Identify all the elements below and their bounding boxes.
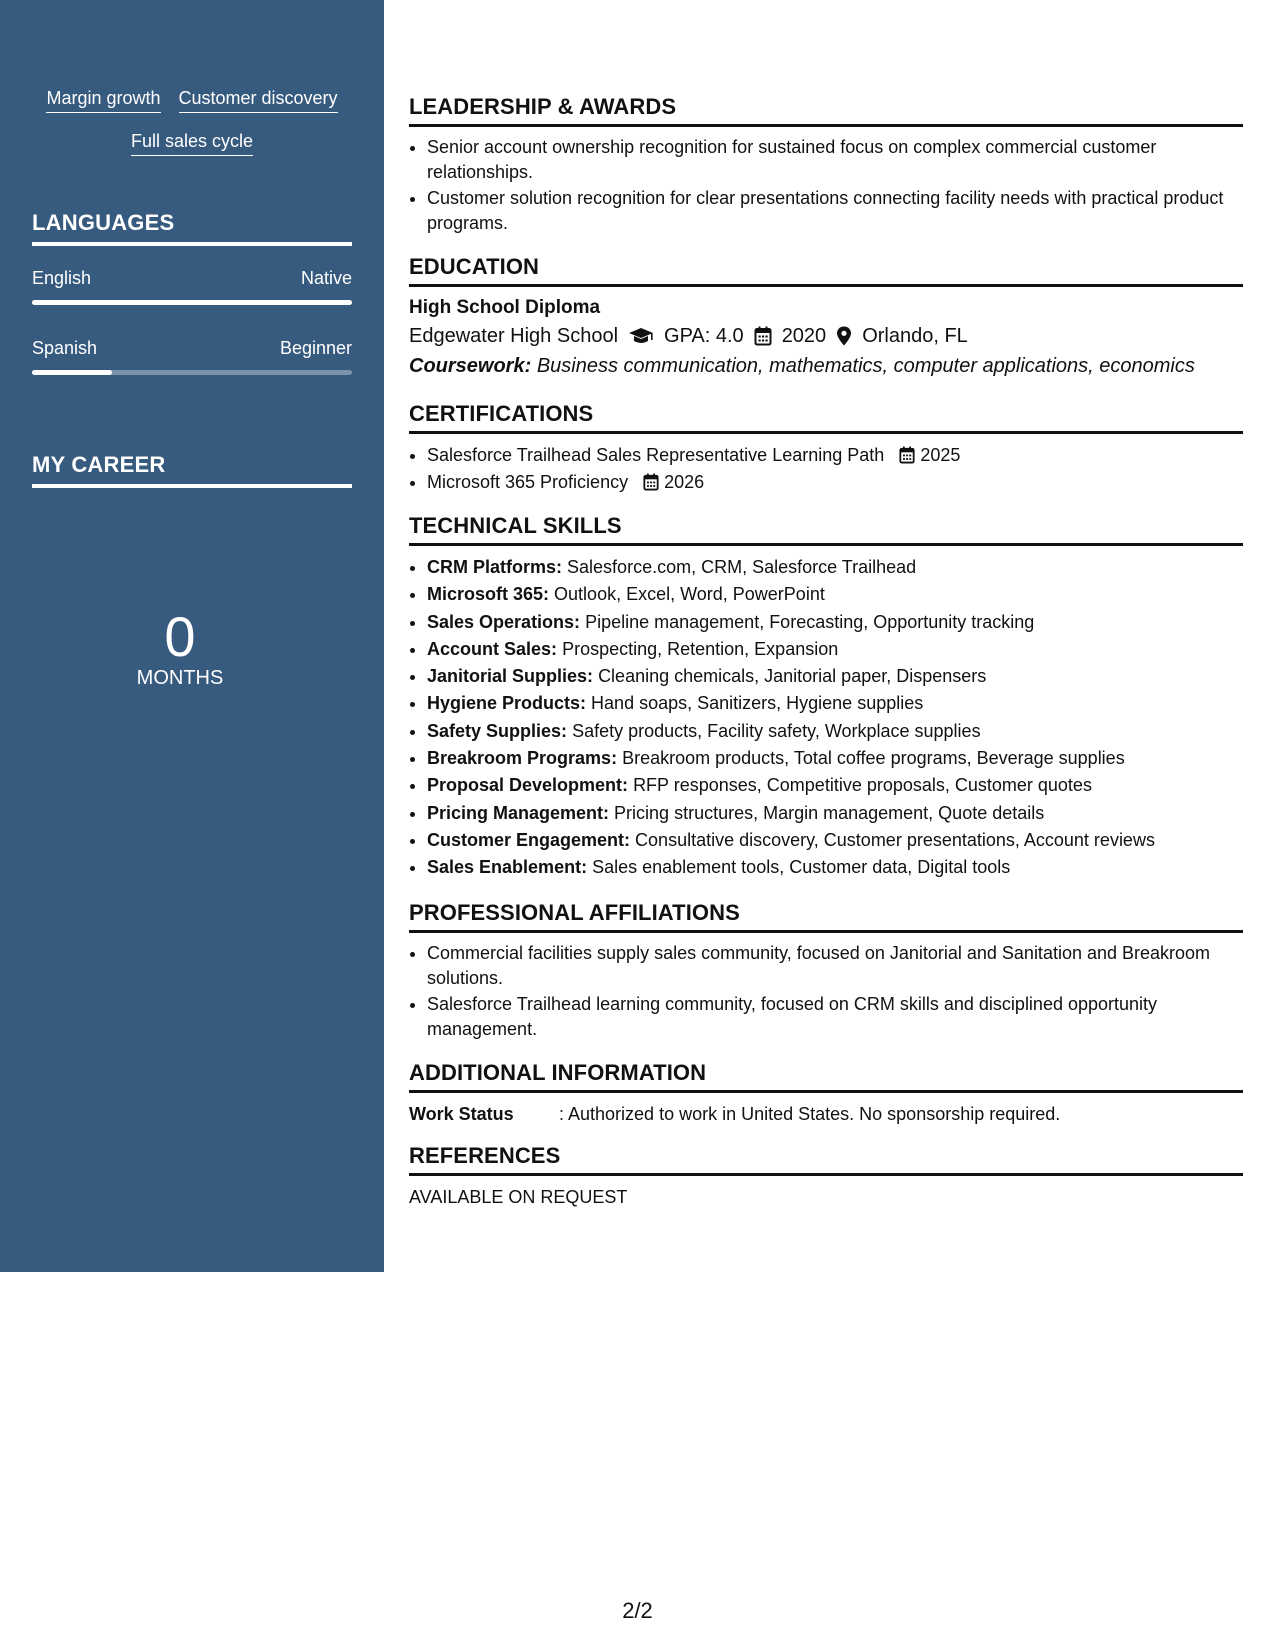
- additional-info-heading: ADDITIONAL INFORMATION: [409, 1060, 1243, 1093]
- leadership-heading: LEADERSHIP & AWARDS: [409, 94, 1243, 127]
- skill-category: Breakroom Programs:: [427, 748, 618, 769]
- list-item: • Customer solution recognition for clear presentations connecting facility needs with practical product programs.: [427, 186, 1243, 236]
- skill-item: [427, 554, 1243, 581]
- skill-category: CRM Platforms:: [427, 557, 563, 577]
- work-status-row: [409, 1101, 1243, 1127]
- list-item: • Salesforce Trailhead learning community, focused on CRM skills and disciplined opportunity management.: [427, 992, 1243, 1042]
- skill-values: Outlook, Excel, Word, PowerPoint: [554, 584, 825, 605]
- skill-item: [427, 581, 1243, 608]
- graduation-cap-icon: [628, 327, 654, 345]
- skill-item: [427, 827, 1243, 854]
- skill-values: Pricing structures, Margin management, Quote details: [614, 802, 1045, 823]
- certification-name: Salesforce Trailhead Sales Representative Learning Path: [427, 445, 885, 465]
- certification-year: 2025: [920, 445, 961, 465]
- calendar-icon: [643, 473, 659, 491]
- skill-tag: Customer discovery: [179, 86, 338, 113]
- skill-item: [427, 800, 1243, 827]
- school-location: Orlando, FL: [862, 325, 968, 347]
- sidebar: [0, 0, 384, 1272]
- work-status-value: : Authorized to work in United States. No sponsorship required.: [559, 1103, 1061, 1124]
- location-pin-icon: [836, 326, 852, 346]
- skill-item: [427, 663, 1243, 690]
- main-content: [409, 94, 1243, 1210]
- skill-values: Prospecting, Retention, Expansion: [562, 638, 839, 659]
- school-name: Edgewater High School: [409, 325, 619, 347]
- graduation-year: 2020: [781, 325, 827, 347]
- skill-values: RFP responses, Competitive proposals, Customer quotes: [633, 775, 1092, 796]
- career-months-value: 0: [164, 605, 196, 668]
- language-row: [32, 268, 352, 289]
- list-item: • Commercial facilities supply sales community, focused on Janitorial and Sanitation and Breakroom solutions.: [427, 941, 1243, 991]
- skill-category: Account Sales:: [427, 638, 558, 659]
- coursework-label: Coursework:: [409, 355, 532, 377]
- education-heading: EDUCATION: [409, 254, 1243, 287]
- skill-tag: Margin growth: [46, 86, 160, 113]
- list-item: • Senior account ownership recognition for sustained focus on complex commercial customer relationships.: [427, 135, 1243, 185]
- skill-category: Sales Operations:: [427, 611, 581, 632]
- language-name: English: [32, 268, 92, 288]
- skill-category: Proposal Development:: [427, 775, 629, 796]
- skill-item: [427, 772, 1243, 799]
- career-months-unit: MONTHS: [136, 667, 224, 689]
- affiliations-list: [409, 941, 1243, 1042]
- language-level-bar: [32, 370, 352, 375]
- certification-item: [427, 469, 1243, 495]
- education-details: [409, 321, 1243, 351]
- references-heading: REFERENCES: [409, 1143, 1243, 1176]
- page-number: 2/2: [622, 1598, 653, 1623]
- language-level-fill: [32, 370, 112, 375]
- technical-skills-heading: TECHNICAL SKILLS: [409, 513, 1243, 546]
- certification-name: Microsoft 365 Proficiency: [427, 472, 629, 492]
- languages-heading: LANGUAGES: [32, 210, 352, 246]
- calendar-icon: [754, 326, 772, 346]
- skill-category: Sales Enablement:: [427, 857, 588, 878]
- certification-item: [427, 442, 1243, 468]
- skill-values: Cleaning chemicals, Janitorial paper, Dispensers: [598, 666, 987, 687]
- skill-item: [427, 745, 1243, 772]
- skill-values: Salesforce.com, CRM, Salesforce Trailhead: [567, 557, 917, 577]
- skill-item: [427, 718, 1243, 745]
- leadership-list: [409, 135, 1243, 236]
- affiliations-heading: PROFESSIONAL AFFILIATIONS: [409, 900, 1243, 933]
- skill-category: Microsoft 365:: [427, 584, 550, 605]
- language-level: Beginner: [279, 338, 352, 358]
- skill-category: Safety Supplies:: [427, 720, 568, 741]
- skill-values: Pipeline management, Forecasting, Opportunity tracking: [585, 611, 1035, 632]
- skill-values: Hand soaps, Sanitizers, Hygiene supplies: [591, 693, 924, 714]
- language-level: Native: [300, 268, 352, 288]
- work-status-label: Work Status: [409, 1103, 514, 1124]
- skill-item: [427, 854, 1243, 881]
- skill-values: Sales enablement tools, Customer data, Digital tools: [592, 857, 1011, 878]
- skill-category: Janitorial Supplies:: [427, 666, 594, 687]
- language-level-fill: [32, 300, 352, 305]
- skill-values: Consultative discovery, Customer presentations, Account reviews: [635, 829, 1155, 850]
- language-name: Spanish: [32, 338, 98, 358]
- skill-category: Hygiene Products:: [427, 693, 587, 714]
- skill-tags: [0, 86, 384, 172]
- skill-item: [427, 609, 1243, 636]
- skill-category: Customer Engagement:: [427, 829, 631, 850]
- coursework: [409, 351, 1243, 381]
- technical-skills-list: [409, 554, 1243, 882]
- certifications-list: [409, 442, 1243, 495]
- skill-category: Pricing Management:: [427, 802, 610, 823]
- calendar-icon: [899, 446, 915, 464]
- skill-item: [427, 636, 1243, 663]
- coursework-text: Business communication, mathematics, computer applications, economics: [536, 355, 1195, 377]
- certification-year: 2026: [664, 472, 705, 492]
- degree-title: High School Diploma: [409, 297, 601, 318]
- skill-item: [427, 690, 1243, 717]
- language-row: [32, 338, 352, 359]
- skill-tag: Full sales cycle: [131, 129, 253, 156]
- skill-values: Breakroom products, Total coffee programs, Beverage supplies: [622, 748, 1125, 769]
- language-level-bar: [32, 300, 352, 305]
- references-text: AVAILABLE ON REQUEST: [409, 1186, 628, 1207]
- gpa: GPA: 4.0: [664, 325, 744, 347]
- skill-values: Safety products, Facility safety, Workplace supplies: [572, 720, 981, 741]
- career-heading: MY CAREER: [32, 452, 352, 488]
- certifications-heading: CERTIFICATIONS: [409, 401, 1243, 434]
